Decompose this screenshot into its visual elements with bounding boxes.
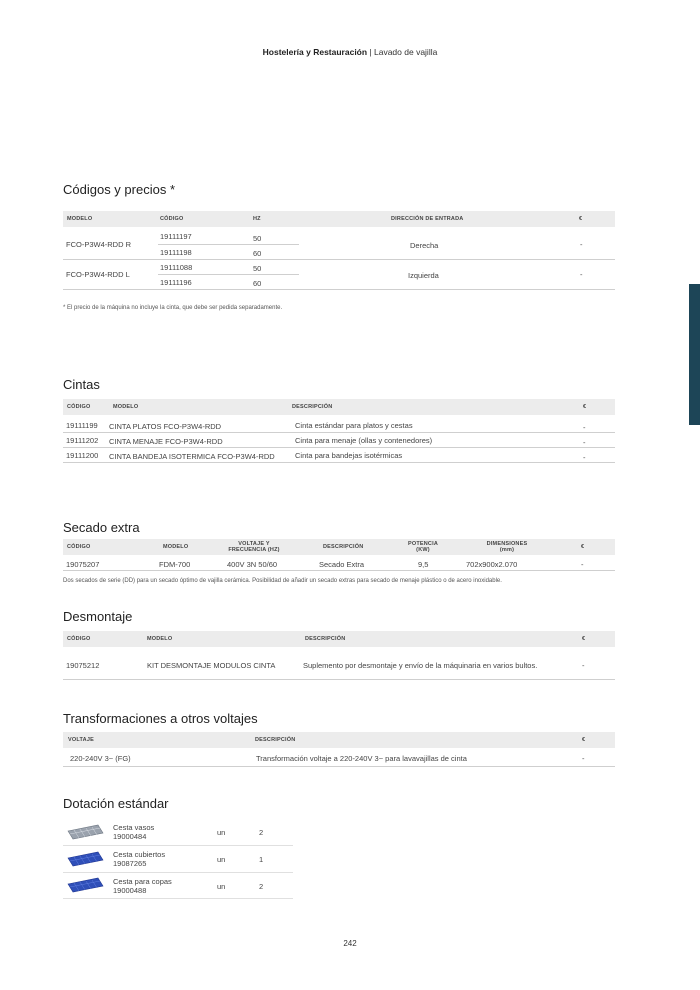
dotacion-unit: un [217, 882, 226, 891]
precio-cell: - [581, 560, 584, 569]
codigo-cell: 19075212 [66, 661, 100, 670]
descripcion-cell: Cinta para bandejas isotérmicas [295, 451, 403, 460]
hz-cell: 50 [253, 264, 262, 273]
modelo-cell: FCO-P3W4-RDD L [66, 270, 130, 279]
hz-cell: 60 [253, 249, 262, 258]
hz-cell: 50 [253, 234, 262, 243]
col-precio: € [583, 404, 587, 410]
section-title-desmontaje: Desmontaje [63, 609, 133, 624]
section-title-cintas: Cintas [63, 377, 100, 392]
col-codigo: CÓDIGO [67, 544, 91, 550]
row-divider [158, 274, 299, 275]
precio-cell: - [583, 453, 586, 462]
col-voltaje: VOLTAJE [68, 737, 94, 743]
col-voltaje: VOLTAJE Y FRECUENCIA (HZ) [228, 541, 280, 553]
codigo-cell: 19111197 [160, 232, 192, 241]
row-divider [63, 570, 615, 571]
cesta-cubiertos-image [66, 850, 104, 868]
hz-cell: 60 [253, 279, 262, 288]
dotacion-item-name: Cesta para copas [113, 877, 172, 886]
modelo-cell: FDM-700 [159, 560, 191, 569]
voltaje-cell: 220-240V 3~ (FG) [70, 754, 131, 763]
modelo-cell: KIT DESMONTAJE MODULOS CINTA [147, 661, 276, 670]
secado-note: Dos secados de serie (DD) para un secado óptimo de vajilla cerámica. Posibilidad de añadir un secado extras para secado de menaje plástico o de acero inoxidable. [63, 578, 502, 584]
col-potencia: POTENCIA (KW) [407, 541, 439, 553]
cintas-table-header [63, 399, 615, 415]
col-precio: € [582, 737, 586, 743]
codigo-cell: 19111088 [160, 263, 193, 272]
dotacion-item-name: Cesta vasos [113, 823, 155, 832]
dimensiones-cell: 702x900x2.070 [466, 560, 518, 569]
col-dimensiones: DIMENSIONES (mm) [486, 541, 528, 553]
col-precio: € [581, 544, 585, 550]
row-divider [63, 679, 615, 680]
modelo-cell: CINTA BANDEJA ISOTERMICA FCO-P3W4-RDD [109, 452, 275, 461]
dotacion-qty: 2 [259, 882, 264, 891]
col-hz: HZ [253, 216, 261, 222]
row-divider [158, 244, 299, 245]
dotacion-item-code: 19087265 [113, 859, 147, 868]
basket-body [68, 852, 103, 866]
row-divider [63, 289, 615, 290]
col-descripcion: DESCRIPCIÓN [255, 737, 296, 743]
dotacion-unit: un [217, 828, 226, 837]
col-descripcion: DESCRIPCIÓN [323, 544, 364, 550]
col-codigo: CÓDIGO [67, 636, 91, 642]
col-modelo: MODELO [113, 404, 139, 410]
potencia-cell: 9,5 [418, 560, 429, 569]
direccion-cell: Derecha [410, 241, 439, 250]
dotacion-item-code: 19000488 [113, 886, 147, 895]
dotacion-item [113, 877, 172, 895]
dotacion-item [113, 850, 165, 868]
col-modelo: MODELO [163, 544, 189, 550]
modelo-cell: FCO-P3W4-RDD R [66, 240, 131, 249]
basket-body [68, 825, 103, 839]
codigo-cell: 19111196 [160, 278, 192, 287]
col-precio: € [582, 636, 586, 642]
header-subsection: Lavado de vajilla [374, 47, 438, 57]
row-divider [63, 462, 615, 463]
basket-body [68, 878, 103, 892]
precio-cell: - [580, 240, 583, 249]
col-codigo: CÓDIGO [67, 404, 91, 410]
precio-cell: - [580, 270, 583, 279]
dotacion-item-code: 19000484 [113, 832, 147, 841]
col-descripcion: DESCRIPCIÓN [292, 404, 333, 410]
codigo-cell: 19111202 [66, 436, 99, 445]
header-separator: | [367, 47, 374, 57]
dotacion-qty: 1 [259, 855, 264, 864]
voltaje-cell: 400V 3N 50/60 [227, 560, 278, 569]
header-section: Hostelería y Restauración [262, 47, 368, 57]
page-number: 242 [343, 939, 357, 948]
codigos-footnote: * El precio de la máquina no incluye la cinta, que debe ser pedida separadamente. [63, 305, 283, 311]
codigo-cell: 19111200 [66, 451, 99, 460]
row-divider [63, 872, 293, 873]
dotacion-unit: un [217, 855, 226, 864]
descripcion-cell: Suplemento por desmontaje y envío de la máquinaria en varios bultos. [303, 661, 538, 670]
codigo-cell: 19111198 [160, 248, 192, 257]
secado-table-header [63, 539, 615, 555]
row-divider [63, 898, 293, 899]
page-header [0, 47, 700, 57]
dotacion-item-name: Cesta cubiertos [113, 850, 166, 859]
precio-cell: - [582, 754, 585, 763]
col-modelo: MODELO [147, 636, 173, 642]
row-divider [63, 845, 293, 846]
modelo-cell: CINTA PLATOS FCO-P3W4-RDD [109, 422, 222, 431]
section-title-transformaciones: Transformaciones a otros voltajes [63, 711, 258, 726]
col-precio: € [579, 216, 583, 222]
col-codigo: CÓDIGO [160, 216, 184, 222]
transformaciones-table-header [63, 732, 615, 748]
direccion-cell: Izquierda [408, 271, 439, 280]
cesta-vasos-image [66, 823, 104, 841]
dotacion-item [113, 823, 154, 841]
codigo-cell: 19075207 [66, 560, 100, 569]
codigos-table-header [63, 211, 615, 227]
row-divider [63, 259, 615, 260]
precio-cell: - [583, 438, 586, 447]
modelo-cell: CINTA MENAJE FCO-P3W4-RDD [109, 437, 223, 446]
cesta-copas-image [66, 876, 104, 894]
col-modelo: MODELO [67, 216, 93, 222]
descripcion-cell: Cinta estándar para platos y cestas [295, 421, 413, 430]
descripcion-cell: Cinta para menaje (ollas y contenedores) [295, 436, 433, 445]
precio-cell: - [583, 423, 586, 432]
row-divider [63, 447, 615, 448]
section-title-dotacion: Dotación estándar [63, 796, 169, 811]
descripcion-cell: Transformación voltaje a 220-240V 3~ para lavavajillas de cinta [256, 754, 467, 763]
section-title-codigos: Códigos y precios * [63, 182, 175, 197]
section-title-secado: Secado extra [63, 520, 140, 535]
row-divider [63, 432, 615, 433]
desmontaje-table-header [63, 631, 615, 647]
col-direccion: DIRECCIÓN DE ENTRADA [391, 216, 464, 222]
dotacion-qty: 2 [259, 828, 264, 837]
descripcion-cell: Secado Extra [319, 560, 365, 569]
side-tab [689, 284, 700, 425]
codigo-cell: 19111199 [66, 421, 98, 430]
row-divider [63, 766, 615, 767]
col-descripcion: DESCRIPCIÓN [305, 636, 346, 642]
precio-cell: - [582, 661, 585, 670]
